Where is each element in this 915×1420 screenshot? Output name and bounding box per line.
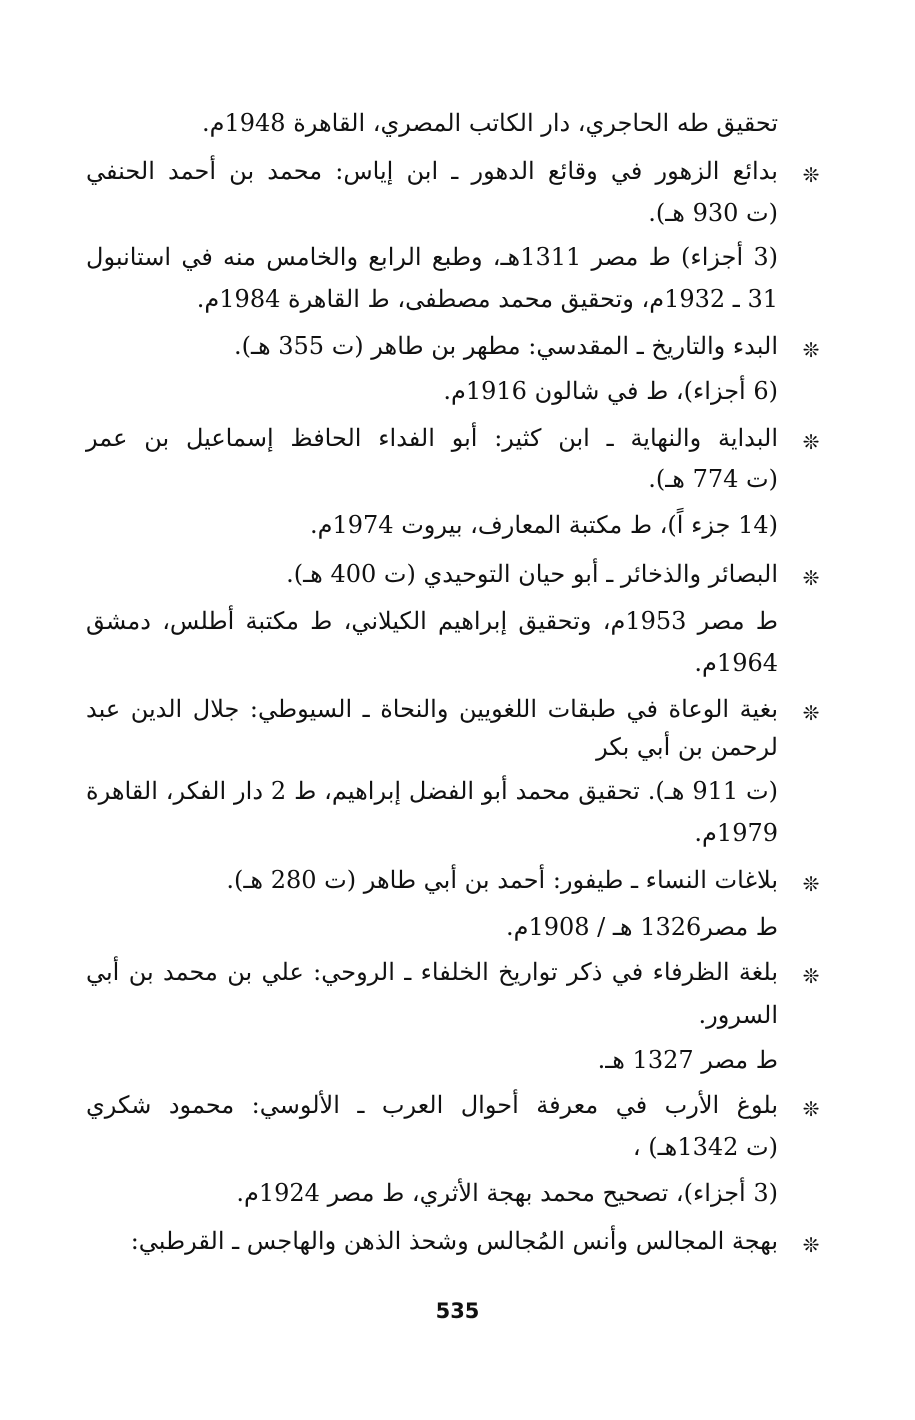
bullet-icon: ❊ <box>802 566 820 590</box>
entry-title: بلغة الظرفاء في ذكر تواريخ الخلفاء ـ الروحي: علي بن محمد بن أبي <box>86 958 778 986</box>
bullet-icon: ❊ <box>802 701 820 725</box>
text-line: (6 أجزاء)، ط في شالون 1916م. <box>443 377 778 405</box>
text-line: 1979م. <box>694 819 778 847</box>
entry-title: البداية والنهاية ـ ابن كثير: أبو الفداء الحافظ إسماعيل بن عمر <box>86 424 778 452</box>
entry-title: بهجة المجالس وأنس المُجالس وشحذ الذهن والهاجس ـ القرطبي: <box>130 1227 778 1255</box>
bullet-icon: ❊ <box>802 338 820 362</box>
text-line: (ت 1342هـ) ، <box>632 1133 778 1161</box>
text-line: (3 أجزاء)، تصحيح محمد بهجة الأثري، ط مصر 1924م. <box>236 1179 778 1207</box>
bullet-icon: ❊ <box>802 430 820 454</box>
text-line: (ت 774 هـ). <box>648 465 778 493</box>
entry-title: بغية الوعاة في طبقات اللغويين والنحاة ـ السيوطي: جلال الدين عبد <box>86 695 778 723</box>
text-line: 31 ـ 1932م، وتحقيق محمد مصطفى، ط القاهرة 1984م. <box>196 285 778 313</box>
text-line: تحقيق طه الحاجري، دار الكاتب المصري، القاهرة 1948م. <box>202 109 778 137</box>
text-line: لرحمن بن أبي بكر <box>596 733 778 761</box>
text-line: 1964م. <box>694 649 778 677</box>
text-line: (ت 930 هـ). <box>648 199 778 227</box>
entry-title: بلاغات النساء ـ طيفور: أحمد بن أبي طاهر (ت 280 هـ). <box>226 866 778 894</box>
text-line: (ت 911 هـ). تحقيق محمد أبو الفضل إبراهيم، ط 2 دار الفكر، القاهرة <box>86 777 779 805</box>
entry-title: بلوغ الأرب في معرفة أحوال العرب ـ الألوسي: محمود شكري <box>86 1091 778 1119</box>
text-line: السرور. <box>698 1001 778 1029</box>
entry-title: البصائر والذخائر ـ أبو حيان التوحيدي (ت 400 هـ). <box>286 560 778 588</box>
text-line: ط مصر 1327 هـ. <box>597 1046 778 1074</box>
text-line: (14 جزء اً)، ط مكتبة المعارف، بيروت 1974م. <box>309 511 778 539</box>
bullet-icon: ❊ <box>802 1233 820 1257</box>
bullet-icon: ❊ <box>802 1097 820 1121</box>
text-line: (3 أجزاء) ط مصر 1311هـ، وطبع الرابع والخامس منه في استانبول <box>86 243 779 271</box>
bullet-icon: ❊ <box>802 872 820 896</box>
bullet-icon: ❊ <box>802 964 820 988</box>
text-line: ط مصر1326 هـ / 1908م. <box>505 913 778 941</box>
text-line: ط مصر 1953م، وتحقيق إبراهيم الكيلاني، ط مكتبة أطلس، دمشق <box>86 607 778 635</box>
entry-title: بدائع الزهور في وقائع الدهور ـ ابن إياس: محمد بن أحمد الحنفي <box>86 157 778 185</box>
bullet-icon: ❊ <box>802 163 820 187</box>
page-number: 535 <box>435 1299 480 1323</box>
entry-title: البدء والتاريخ ـ المقدسي: مطهر بن طاهر (ت 355 هـ). <box>233 332 778 360</box>
